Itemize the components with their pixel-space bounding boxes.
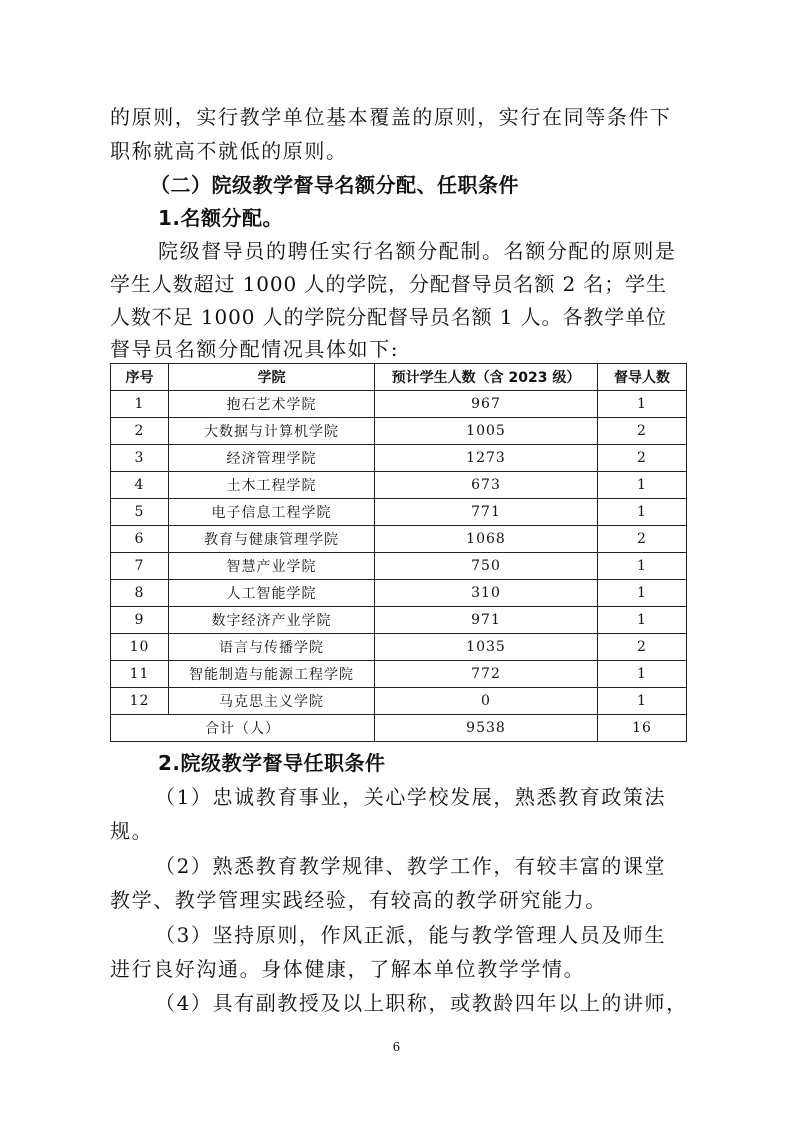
cell-college: 大数据与计算机学院: [169, 418, 375, 445]
cell-college: 数字经济产业学院: [169, 607, 375, 634]
cell-index: 9: [111, 607, 169, 634]
cell-index: 2: [111, 418, 169, 445]
cell-index: 8: [111, 580, 169, 607]
cell-college: 马克思主义学院: [169, 688, 375, 715]
cell-students: 310: [375, 580, 598, 607]
cell-supervisors: 1: [598, 580, 687, 607]
cell-supervisors: 1: [598, 688, 687, 715]
section-heading: （二）院级教学督导名额分配、任职条件: [150, 173, 519, 197]
cell-college: 电子信息工程学院: [169, 499, 375, 526]
cell-college: 教育与健康管理学院: [169, 526, 375, 553]
cell-college: 经济管理学院: [169, 445, 375, 472]
table-row: [111, 634, 687, 661]
cell-students: 673: [375, 472, 598, 499]
header-index: 序号: [111, 364, 169, 391]
table-row: [111, 391, 687, 418]
table-row: [111, 526, 687, 553]
cell-index: 5: [111, 499, 169, 526]
cell-supervisors: 1: [598, 499, 687, 526]
table-row: [111, 607, 687, 634]
table-row: [111, 661, 687, 688]
page-number: 6: [392, 1040, 401, 1054]
cell-students: 1273: [375, 445, 598, 472]
cell-students: 772: [375, 661, 598, 688]
cell-index: 3: [111, 445, 169, 472]
cell-college: 智慧产业学院: [169, 553, 375, 580]
cell-students: 967: [375, 391, 598, 418]
body-text-line: （1）忠诚教育事业，关心学校发展，熟悉教育政策法: [155, 785, 667, 809]
subsection-heading-qualifications: 2.院级教学督导任职条件: [158, 751, 386, 775]
cell-index: 6: [111, 526, 169, 553]
cell-index: 11: [111, 661, 169, 688]
total-students: 9538: [375, 715, 598, 742]
body-text-line: （2）熟悉教育教学规律、教学工作，有较丰富的课堂: [155, 854, 667, 878]
subsection-heading-quota: 1.名额分配。: [158, 206, 284, 230]
total-label: 合计（人）: [111, 715, 375, 742]
cell-students: 971: [375, 607, 598, 634]
body-text-line: （4）具有副教授及以上职称，或教龄四年以上的讲师，: [155, 991, 688, 1015]
cell-supervisors: 1: [598, 472, 687, 499]
header-students: 预计学生人数（含 2023 级）: [375, 364, 598, 391]
table-total-row: [111, 715, 687, 742]
total-supervisors: 16: [598, 715, 687, 742]
body-text-line: （3）坚持原则，作风正派，能与教学管理人员及师生: [155, 923, 667, 947]
body-text-line: 教学、教学管理实践经验，有较高的教学研究能力。: [110, 888, 607, 912]
body-text-line: 学生人数超过 1000 人的学院，分配督导员名额 2 名；学生: [110, 272, 667, 296]
cell-college: 抱石艺术学院: [169, 391, 375, 418]
table-row: [111, 418, 687, 445]
cell-students: 750: [375, 553, 598, 580]
cell-supervisors: 1: [598, 607, 687, 634]
body-text-line: 规。: [110, 819, 154, 843]
cell-college: 人工智能学院: [169, 580, 375, 607]
cell-index: 1: [111, 391, 169, 418]
body-text-line: 院级督导员的聘任实行名额分配制。名额分配的原则是: [158, 239, 677, 263]
cell-students: 771: [375, 499, 598, 526]
cell-supervisors: 2: [598, 418, 687, 445]
cell-index: 10: [111, 634, 169, 661]
cell-supervisors: 1: [598, 553, 687, 580]
table-header-row: [111, 364, 687, 391]
cell-index: 7: [111, 553, 169, 580]
cell-supervisors: 2: [598, 445, 687, 472]
cell-college: 语言与传播学院: [169, 634, 375, 661]
cell-supervisors: 2: [598, 634, 687, 661]
header-supervisors: 督导人数: [598, 364, 687, 391]
body-text-line: 的原则，实行教学单位基本覆盖的原则，实行在同等条件下: [110, 105, 672, 129]
cell-students: 1005: [375, 418, 598, 445]
table-row: [111, 580, 687, 607]
body-text-line: 职称就高不就低的原则。: [110, 139, 348, 163]
cell-college: 智能制造与能源工程学院: [169, 661, 375, 688]
table-row: [111, 688, 687, 715]
cell-students: 1068: [375, 526, 598, 553]
body-text-line: 进行良好沟通。身体健康，了解本单位教学学情。: [110, 957, 586, 981]
table-row: [111, 472, 687, 499]
body-text-line: 督导员名额分配情况具体如下:: [110, 337, 400, 361]
header-college: 学院: [169, 364, 375, 391]
cell-supervisors: 1: [598, 661, 687, 688]
cell-students: 1035: [375, 634, 598, 661]
cell-index: 4: [111, 472, 169, 499]
quota-table: [110, 363, 687, 742]
cell-supervisors: 1: [598, 391, 687, 418]
cell-college: 土木工程学院: [169, 472, 375, 499]
table-row: [111, 499, 687, 526]
cell-students: 0: [375, 688, 598, 715]
table-row: [111, 553, 687, 580]
cell-index: 12: [111, 688, 169, 715]
cell-supervisors: 2: [598, 526, 687, 553]
table-row: [111, 445, 687, 472]
body-text-line: 人数不足 1000 人的学院分配督导员名额 1 人。各教学单位: [110, 305, 667, 329]
